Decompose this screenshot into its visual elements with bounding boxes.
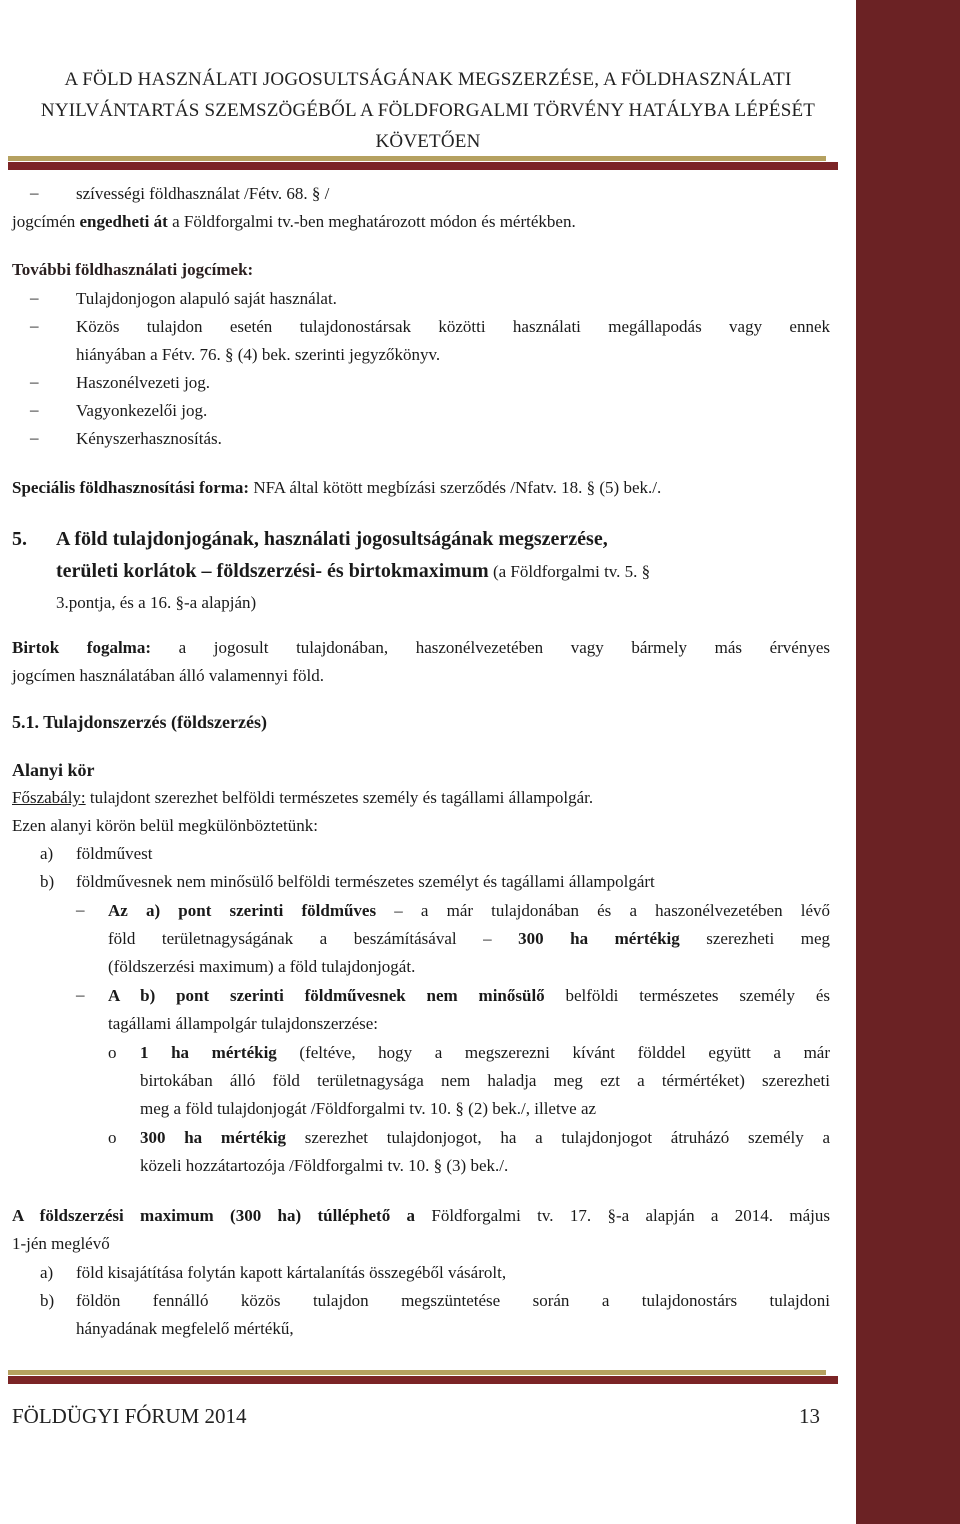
sub-item-cont: tagállami állampolgár tulajdonszerzése: (108, 1014, 378, 1033)
birtok-definition-cont: jogcímen használatában álló valamennyi föld. (12, 666, 325, 685)
section-5-title-cont: területi korlátok – földszerzési- és birtokmaximum (a Földforgalmi tv. 5. § (56, 560, 651, 582)
nested-item: 1 ha mértékig (feltéve, hogy a megszerezni kívánt földdel együtt a már (140, 1043, 831, 1062)
list-label: b) (40, 1291, 55, 1310)
subheading: További földhasználati jogcímek: (12, 260, 254, 279)
page-number: 13 (799, 1404, 820, 1428)
list-label: a) (40, 844, 54, 863)
footer-rule-red (8, 1376, 838, 1384)
dash-bullet-icon: – (30, 400, 39, 419)
circle-bullet-icon: o (108, 1043, 117, 1062)
alanyi-kor-heading: Alanyi kör (12, 760, 95, 780)
dash-bullet-icon: – (30, 288, 39, 307)
circle-bullet-icon: o (108, 1128, 117, 1147)
list-item: Kényszerhasznosítás. (76, 429, 222, 448)
header-rule-red (8, 162, 838, 170)
header-line-2: NYILVÁNTARTÁS SZEMSZÖGÉBŐL A FÖLDFORGALMI TÖRVÉNY HATÁLYBA LÉPÉSÉT (40, 100, 816, 121)
special-form-line: Speciális földhasznosítási forma: NFA által kötött megbízási szerződés /Nfatv. 18. § (5) bek./. (12, 478, 662, 497)
text-line: szívességi földhasználat /Fétv. 68. § / (76, 184, 330, 203)
list-item: Tulajdonjogon alapuló saját használat. (76, 289, 337, 308)
sub-item-cont: (földszerzési maximum) a föld tulajdonjogát. (108, 957, 416, 976)
nested-item: 300 ha mértékig szerezhet tulajdonjogot, ha a tulajdonjogot átruházó személy a (140, 1128, 831, 1147)
sub-item: Az a) pont szerinti földműves – a már tulajdonában és a haszonélvezetében lévő (108, 901, 830, 920)
text-line: Ezen alanyi körön belül megkülönböztetünk: (12, 816, 318, 835)
footer-title: FÖLDÜGYI FÓRUM 2014 (12, 1404, 247, 1428)
page-header (0, 64, 856, 157)
list-item: föld kisajátítása folytán kapott kártalanítás összegéből vásárolt, (76, 1263, 507, 1282)
header-rule-gold (8, 156, 826, 161)
birtok-definition: Birtok fogalma: a jogosult tulajdonában, haszonélvezetében vagy bármely más érvényes (12, 638, 830, 657)
dash-bullet-icon: – (30, 372, 39, 391)
dash-bullet-icon: – (76, 900, 85, 919)
side-color-bar (856, 0, 960, 1524)
list-item: Haszonélvezeti jog. (76, 373, 211, 392)
list-item-cont: hiányában a Fétv. 76. § (4) bek. szerinti jegyzőkönyv. (76, 345, 441, 364)
section-5-title: A föld tulajdonjogának, használati jogosultságának megszerzése, (56, 528, 608, 550)
footer-rule-gold (8, 1370, 826, 1375)
list-item: Vagyonkezelői jog. (76, 401, 208, 420)
text-line: jogcímén engedheti át a Földforgalmi tv.-ben meghatározott módon és mértékben. (12, 212, 576, 231)
list-label: a) (40, 1263, 54, 1282)
dash-bullet-icon: – (30, 428, 39, 447)
dash-bullet-icon: – (30, 183, 39, 202)
maximum-exceed-line: A földszerzési maximum (300 ha) túlléphető a Földforgalmi tv. 17. §-a alapján a 2014. május (12, 1206, 830, 1225)
foszabaly-line: Főszabály: tulajdont szerezhet belföldi természetes személy és tagállami állampolgár. (12, 788, 594, 807)
list-item: Közös tulajdon esetén tulajdonostársak közötti használati megállapodás vagy ennek (76, 317, 830, 336)
sub-item-cont: föld területnagyságának a beszámításával – 300 ha mértékig szerezheti meg (108, 929, 830, 948)
section-5-ref: 3.pontja, és a 16. §-a alapján) (56, 593, 257, 612)
nested-item-cont: közeli hozzátartozója /Földforgalmi tv. 10. § (3) bek./. (140, 1156, 509, 1175)
dash-bullet-icon: – (76, 985, 85, 1004)
list-label: b) (40, 872, 55, 891)
header-line-1: A FÖLD HASZNÁLATI JOGOSULTSÁGÁNAK MEGSZERZÉSE, A FÖLDHASZNÁLATI (64, 69, 792, 90)
text-line: 1-jén meglévő (12, 1234, 110, 1253)
list-item: földön fennálló közös tulajdon megszüntetése során a tulajdonostárs tulajdoni (76, 1291, 830, 1310)
list-item-cont: hányadának megfelelő mértékű, (76, 1319, 294, 1338)
sub-item: A b) pont szerinti földművesnek nem minősülő belföldi természetes személy és (108, 986, 831, 1005)
section-5-1-title: 5.1. Tulajdonszerzés (földszerzés) (12, 712, 267, 732)
section-5-number: 5. (12, 528, 27, 550)
header-line-3: KÖVETŐEN (375, 131, 481, 152)
list-item: földművesnek nem minősülő belföldi természetes személyt és tagállami állampolgárt (76, 872, 655, 891)
nested-item-cont: birtokában álló föld területnagysága nem haladja meg ezt a térmértéket) szerezheti (140, 1071, 830, 1090)
dash-bullet-icon: – (30, 316, 39, 335)
nested-item-cont: meg a föld tulajdonjogát /Földforgalmi tv. 10. § (2) bek./, illetve az (140, 1099, 597, 1118)
list-item: földművest (76, 844, 153, 863)
